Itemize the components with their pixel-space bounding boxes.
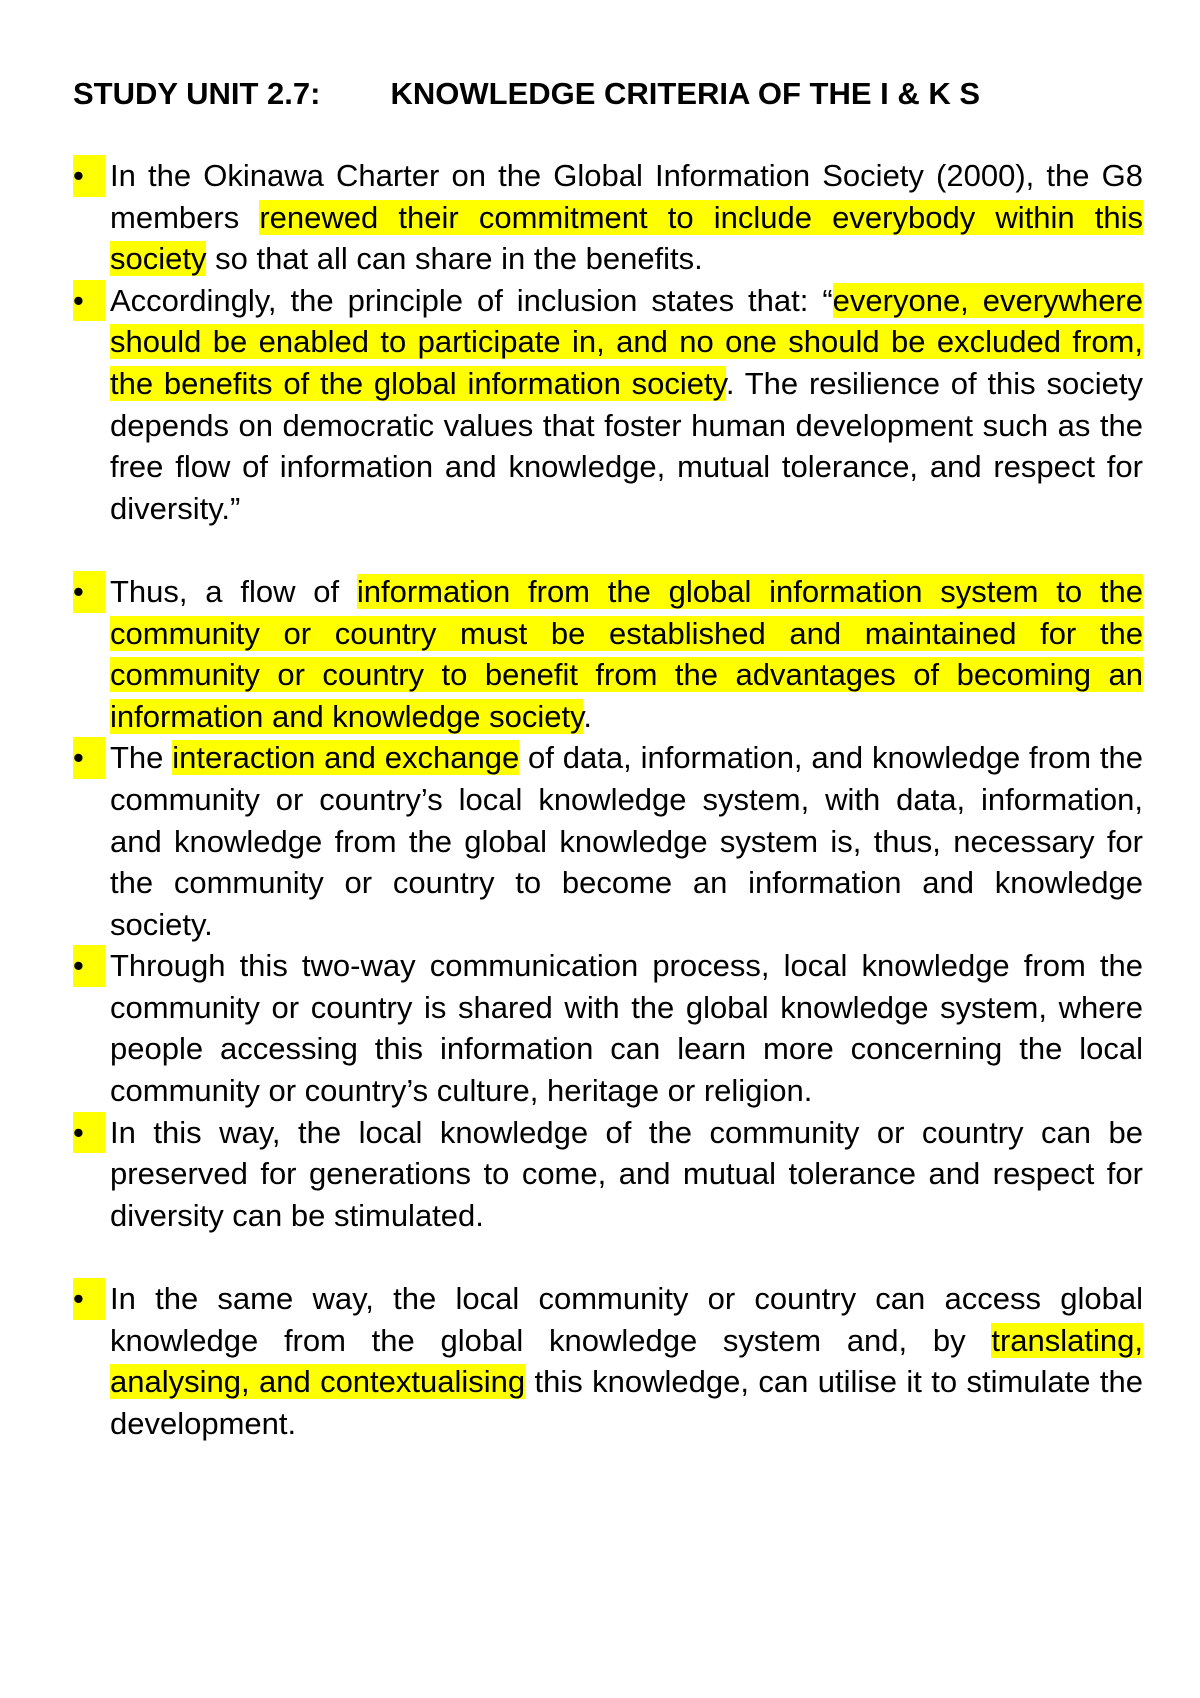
highlighted-text: interaction and exchange <box>172 740 520 776</box>
list-item-text <box>110 571 1143 737</box>
list-item-text <box>110 945 1143 1111</box>
list-item-text <box>110 280 1143 530</box>
bullet-icon: • <box>73 737 110 945</box>
text-segment: The <box>110 740 173 776</box>
highlighted-text: everyone, everywhere should be enabled to participate in, and no one should be excluded from, the benefits of the global information society <box>110 282 1143 401</box>
list-item <box>73 945 1143 1111</box>
list-item <box>73 1112 1143 1237</box>
list-item <box>73 571 1143 737</box>
bullet-icon: • <box>73 280 110 530</box>
text-segment: Through this two-way communication process, local knowledge from the community or country is shared with the global knowledge system, where people accessing this information can learn more concerning the local community or country’s culture, heritage or religion. <box>110 948 1143 1109</box>
page-title <box>73 74 980 114</box>
list-item <box>73 737 1143 945</box>
text-segment: Accordingly, the principle of inclusion states that: “ <box>110 282 833 318</box>
text-segment: . <box>583 698 592 734</box>
text-segment: Thus, a flow of <box>110 573 357 609</box>
bullet-icon: • <box>73 945 110 1111</box>
list-item-text <box>110 155 1143 280</box>
list-item-text <box>110 737 1143 945</box>
highlighted-text: information from the global information system to the community or country must be established and maintained for the community or country to benefit from the advantages of becoming an information and knowledge society <box>110 573 1143 734</box>
bullet-icon: • <box>73 571 110 737</box>
list-item-text <box>110 1112 1143 1237</box>
list-item-text <box>110 1278 1143 1444</box>
text-segment: so that all can share in the benefits. <box>206 241 703 277</box>
text-segment: In the Okinawa Charter on the Global Information Society (2000), the G8 members <box>110 158 1143 235</box>
text-segment: this knowledge, can utilise it to stimulate the development. <box>110 1364 1143 1441</box>
highlighted-text: translating, analysing, and contextualising <box>110 1322 1143 1400</box>
highlighted-text: renewed their commitment to include everybody within this society <box>110 199 1143 277</box>
unit-heading: KNOWLEDGE CRITERIA OF THE I & K S <box>390 76 981 111</box>
list-item <box>73 1278 1143 1444</box>
bullet-icon: • <box>73 155 110 280</box>
bullet-icon: • <box>73 1278 110 1444</box>
text-segment: In the same way, the local community or country can access global knowledge from the global knowledge system and, by <box>110 1281 1143 1358</box>
bullet-icon: • <box>73 1112 110 1237</box>
text-segment: In this way, the local knowledge of the community or country can be preserved for generations to come, and mutual tolerance and respect for diversity can be stimulated. <box>110 1114 1143 1233</box>
paragraph-gap <box>73 1236 1143 1278</box>
paragraph-gap <box>73 529 1143 571</box>
text-segment: of data, information, and knowledge from the community or country’s local knowledge system, with data, information, and knowledge from the global knowledge system is, thus, necessary for the community or country to become an information and knowledge society. <box>110 740 1144 942</box>
text-segment: . The resilience of this society depends on democratic values that foster human development such as the free flow of information and knowledge, mutual tolerance, and respect for diversity.” <box>110 365 1143 526</box>
list-item <box>73 280 1143 530</box>
bullet-list <box>73 155 1143 1444</box>
list-item <box>73 155 1143 280</box>
study-unit-label: STUDY UNIT 2.7: <box>73 76 321 111</box>
